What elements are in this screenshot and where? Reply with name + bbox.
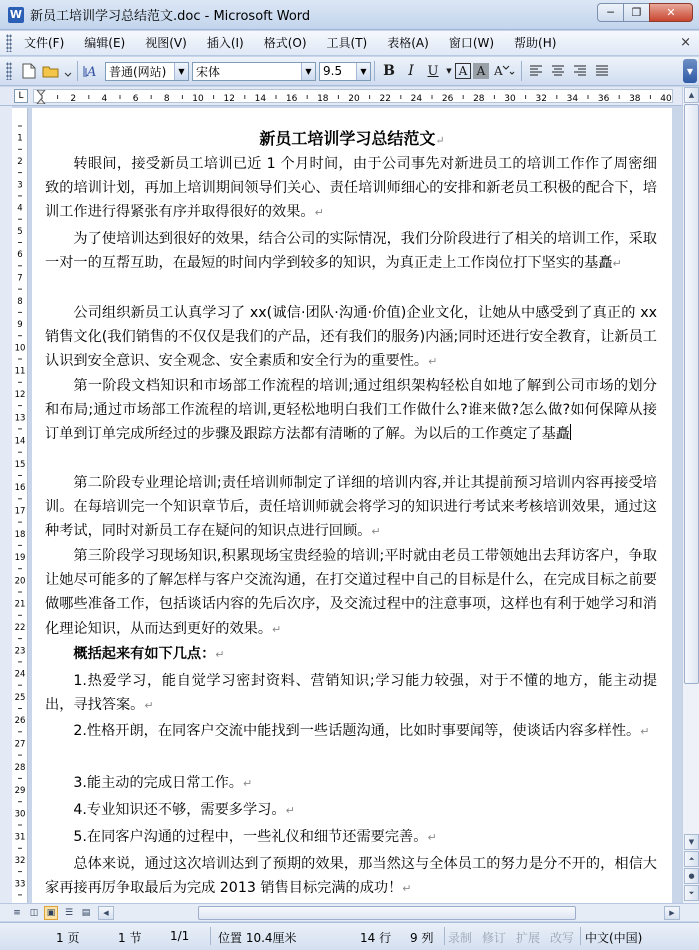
vertical-ruler-label: 19	[14, 553, 26, 564]
ruler-label: 18	[317, 94, 329, 104]
ruler-label: 40	[660, 94, 672, 104]
vertical-ruler-label: 33	[14, 879, 26, 890]
paragraph-text: 第一阶段文档知识和市场部工作流程的培训;通过组织架构轻松自如地了解到公司市场的划分和布局;通过市场部工作流程的培训,更轻松地明白我们工作做什么?谁来做?怎么做?如何保障从接订单到订单完成所经过的步骤及跟踪方法都有清晰的了解。为以后的工作奠定了基矗	[45, 378, 657, 443]
ruler-label: 38	[629, 94, 641, 104]
toolbar-separator	[77, 61, 78, 81]
paragraph-text: 4.专业知识还不够，需要多学习。	[73, 802, 286, 818]
paragraph-mark-icon: ↵	[215, 648, 225, 661]
status-divider	[444, 927, 445, 945]
print-layout-view-icon[interactable]: ▣	[44, 906, 58, 920]
toolbar-options-icon[interactable]: ▼	[683, 59, 697, 83]
document-title-text: 新员工培训学习总结范文	[259, 129, 436, 148]
toolbar-overflow-icon[interactable]	[63, 61, 73, 81]
paragraph-text: 第三阶段学习现场知识,积累现场宝贵经验的培训;平时就由老员工带领她出去拜访客户，争取让她尽可能多的了解怎样与客户交流沟通，在打交道过程中自己的目标是什么，在完成目标之前要做哪些准备工作，包括谈话内容的先后次序，及交流过程中的注意事项，这样也有利于她学习和消化理论知识，从而达到更好的效果。	[45, 548, 657, 637]
text-cursor	[570, 424, 571, 440]
align-center-icon[interactable]	[548, 61, 568, 81]
paragraph-text: 总体来说，通过这次培训达到了预期的效果，那当然这与全体员工的努力是分不开的，相信大家再接再厉争取最后为完成 2013 销售目标完满的成功！	[45, 856, 657, 897]
vertical-ruler-label: 6	[17, 250, 23, 261]
character-shading-button[interactable]: A	[473, 63, 489, 79]
toolbar-separator	[521, 61, 522, 81]
paragraph-2[interactable]	[45, 227, 657, 276]
vertical-ruler-label: 22	[14, 622, 26, 633]
paragraph-5[interactable]	[45, 471, 657, 545]
menu-format[interactable]: 格式(O)	[263, 36, 307, 50]
status-position[interactable]: 位置 10.4厘米	[218, 931, 297, 945]
vertical-ruler-label: 18	[14, 529, 26, 540]
bold-button[interactable]: B	[383, 63, 395, 79]
window-title: 新员工培训学习总结范文.doc - Microsoft Word	[30, 9, 311, 24]
vertical-ruler-label: 23	[14, 646, 26, 657]
horizontal-scrollbar-row	[0, 903, 699, 921]
ruler-label: 32	[535, 94, 547, 104]
paragraph-4[interactable]	[45, 374, 657, 447]
new-document-icon[interactable]	[19, 61, 39, 81]
paragraph-text: 概括起来有如下几点：	[73, 646, 216, 662]
vertical-ruler-label: 32	[14, 855, 26, 866]
paragraph-text: 5.在同客户沟通的过程中，一些礼仪和细节还需要完善。	[73, 829, 428, 845]
character-scaling-icon[interactable]	[491, 61, 517, 81]
summary-heading[interactable]	[45, 642, 657, 667]
vertical-ruler-label: 11	[14, 366, 26, 377]
vertical-scroll-thumb[interactable]	[684, 104, 699, 684]
ruler-label: 36	[597, 94, 610, 104]
paragraph-mark-icon: ↵	[402, 882, 412, 896]
vertical-ruler-label: 3	[17, 180, 23, 191]
vertical-ruler-strip	[0, 106, 12, 903]
ruler-label: 34	[566, 94, 579, 104]
ruler-label: 4	[101, 94, 108, 104]
menubar-grip[interactable]	[6, 34, 12, 52]
point-5[interactable]	[45, 825, 657, 850]
document-title	[32, 126, 672, 149]
normal-view-icon[interactable]: ≡	[13, 908, 21, 918]
character-border-button[interactable]: A	[455, 63, 471, 79]
menu-bar	[0, 31, 699, 56]
paragraph-3[interactable]	[45, 301, 657, 375]
status-divider	[210, 927, 211, 945]
status-section[interactable]: 1 节	[118, 931, 142, 945]
chevron-down-icon[interactable]: ▼	[301, 63, 315, 80]
toolbar-grip[interactable]	[6, 62, 12, 80]
vertical-ruler-label: 2	[17, 156, 23, 167]
paragraph-mark-icon: ↵	[285, 804, 295, 817]
font-value: 宋体	[196, 64, 221, 79]
reading-layout-view-icon[interactable]: ▤	[81, 908, 91, 918]
ruler-ticks	[34, 90, 674, 104]
close-document-icon[interactable]: ×	[680, 35, 691, 50]
menu-view[interactable]: 视图(V)	[145, 36, 187, 50]
vertical-ruler-label: 30	[14, 809, 26, 820]
underline-button[interactable]: U	[427, 63, 439, 79]
menu-table[interactable]: 表格(A)	[387, 36, 429, 50]
open-folder-icon[interactable]	[41, 61, 61, 81]
paragraph-mark-icon: ↵	[272, 622, 282, 636]
ruler-label: 12	[223, 94, 235, 104]
point-1[interactable]	[45, 669, 657, 718]
paragraph-mark-icon: ↵	[612, 257, 622, 271]
ruler-label: 10	[192, 94, 204, 104]
vertical-ruler-label: 14	[14, 436, 26, 447]
next-page-icon[interactable]: ⏷	[684, 885, 699, 901]
vertical-ruler-label: 28	[14, 762, 26, 773]
paragraph-text: 第二阶段专业理论培训;责任培训师制定了详细的培训内容,并让其提前预习培训内容再接受培训。在每培训完一个知识章节后，责任培训师就会将学习的知识进行考试来考核培训效果，通过这种考试，同时对新员工存在疑问的知识点进行回顾。	[45, 475, 657, 540]
word-app-icon[interactable]: W	[9, 8, 23, 21]
style-value: 普通(网站)	[109, 64, 167, 79]
paragraph-mark-icon: ↵	[428, 355, 438, 369]
paragraph-mark-icon: ↵	[435, 134, 445, 147]
scroll-right-icon[interactable]: ▶	[664, 906, 680, 920]
ruler-label: 8	[163, 94, 170, 104]
scroll-up-icon[interactable]: ▲	[684, 87, 699, 103]
vertical-ruler-label: 13	[14, 413, 26, 424]
ruler-label: 14	[254, 94, 267, 104]
paragraph-text: 3.能主动的完成日常工作。	[73, 775, 243, 791]
status-extend[interactable]: 扩展	[516, 931, 541, 945]
vertical-ruler-label: 29	[14, 786, 26, 797]
formatting-toolbar	[0, 57, 699, 86]
horizontal-scroll-thumb[interactable]	[198, 906, 576, 920]
close-button[interactable]: ✕	[649, 3, 693, 22]
ruler-label: 24	[410, 94, 423, 104]
ruler-label: 28	[473, 94, 485, 104]
style-dropdown[interactable]	[105, 62, 189, 81]
paragraph-text: 为了使培训达到很好的效果，结合公司的实际情况，我们分阶段进行了相关的培训工作，采取一对一的互帮互助，在最短的时间内学到较多的知识，为真正走上工作岗位打下坚实的基矗	[45, 231, 657, 272]
ruler-label: 6	[132, 94, 139, 104]
outline-view-icon[interactable]: ☰	[64, 908, 74, 918]
justify-icon[interactable]	[592, 61, 612, 81]
paragraph-text: 公司组织新员工认真学习了 xx(诚信·团队·沟通·价值)企业文化，让她从中感受到了真正的 xx 销售文化(我们销售的不仅仅是我们的产品，还有我们的服务)内涵;同时还进行安全教育，让新员工认识到安全意识、安全观念、安全素质和安全行为的重要性。	[45, 305, 657, 370]
toolbar-separator	[374, 61, 375, 81]
restore-button[interactable]: ❐	[623, 3, 650, 22]
chevron-down-icon[interactable]: ▼	[356, 63, 370, 80]
vertical-ruler-label: 4	[17, 203, 23, 214]
ruler-label: 2	[70, 94, 77, 104]
paragraph-1[interactable]	[45, 152, 657, 226]
vertical-ruler-label: 7	[17, 273, 23, 284]
paragraph-text: 转眼间，接受新员工培训已近 1 个月时间，由于公司事先对新进员工的培训工作作了周密细致的培训计划，再加上培训期间领导们关心、责任培训师细心的安排和新老员工积极的配合下，培训工作进行得紧张有序并取得很好的效果。	[45, 156, 657, 221]
menu-help[interactable]: 帮助(H)	[514, 36, 557, 50]
point-2[interactable]	[45, 719, 657, 744]
ruler-label: 16	[285, 94, 298, 104]
point-4[interactable]	[45, 798, 657, 823]
ruler-label: 26	[441, 94, 454, 104]
vertical-ruler-label: 27	[14, 739, 26, 750]
horizontal-ruler-bar	[0, 87, 699, 106]
vertical-ruler-label: 15	[14, 459, 26, 470]
svg-text:A: A	[87, 65, 97, 79]
status-bar	[0, 922, 699, 950]
vertical-ruler-label: 26	[14, 716, 26, 727]
vertical-ruler-label: 24	[14, 669, 26, 680]
status-column[interactable]: 9 列	[410, 931, 434, 945]
vertical-ruler-label: 20	[14, 576, 26, 587]
paragraph-mark-icon: ↵	[371, 525, 381, 539]
menu-edit[interactable]: 编辑(E)	[84, 36, 126, 50]
menu-window[interactable]: 窗口(W)	[448, 36, 495, 50]
point-3[interactable]	[45, 771, 657, 796]
font-size-dropdown[interactable]	[319, 62, 371, 81]
vertical-ruler-label: 8	[17, 296, 23, 307]
status-overtype[interactable]: 改写	[550, 931, 575, 945]
vertical-ruler[interactable]	[12, 108, 28, 903]
vertical-ruler-label: 12	[14, 389, 26, 400]
web-layout-view-icon[interactable]: ◫	[29, 908, 39, 918]
paragraph-mark-icon: ↵	[640, 725, 650, 738]
paragraph-mark-icon: ↵	[243, 777, 253, 790]
vertical-ruler-label: 25	[14, 692, 26, 703]
menu-file[interactable]: 文件(F)	[24, 36, 65, 50]
paragraph-6[interactable]	[45, 544, 657, 642]
svg-text:A: A	[494, 64, 503, 78]
italic-button[interactable]: I	[408, 63, 414, 79]
menu-insert[interactable]: 插入(I)	[206, 36, 244, 50]
indent-marker-icon[interactable]	[37, 90, 45, 104]
vertical-ruler-label: 21	[14, 599, 26, 610]
title-bar	[0, 0, 699, 30]
vertical-ruler-label: 16	[14, 483, 26, 494]
status-language[interactable]: 中文(中国)	[585, 931, 643, 945]
select-browse-object-icon[interactable]: ●	[684, 868, 699, 884]
menu-tools[interactable]: 工具(T)	[326, 36, 368, 50]
font-dropdown[interactable]	[192, 62, 316, 81]
vertical-ruler-label: 31	[14, 832, 26, 843]
status-record[interactable]: 录制	[448, 931, 473, 945]
ruler-label: 30	[504, 94, 516, 104]
scroll-left-icon[interactable]: ◀	[98, 906, 114, 920]
paragraph-mark-icon: ↵	[144, 699, 154, 713]
vertical-ruler-label: 9	[17, 320, 23, 331]
window-controls	[598, 3, 693, 22]
previous-page-icon[interactable]: ⏶	[684, 851, 699, 867]
vertical-ruler-label: 10	[14, 343, 26, 354]
paragraph-text: 1.热爱学习，能自觉学习密封资料、营销知识;学习能力较强，对于不懂的地方，能主动提出，寻找答案。	[45, 673, 657, 714]
tab-selector-icon[interactable]: L	[14, 89, 28, 103]
status-divider	[580, 927, 581, 945]
status-page-of[interactable]: 1/1	[170, 929, 190, 943]
underline-options-icon[interactable]: ▼	[446, 67, 452, 75]
styles-pane-icon[interactable]	[82, 61, 104, 81]
align-left-icon[interactable]	[526, 61, 546, 81]
status-track-changes[interactable]: 修订	[482, 931, 507, 945]
vertical-ruler-ticks	[12, 108, 28, 903]
vertical-ruler-label: 17	[14, 506, 26, 517]
minimize-button[interactable]: ─	[597, 3, 624, 22]
vertical-scrollbar[interactable]	[682, 87, 699, 903]
paragraph-mark-icon: ↵	[314, 206, 324, 220]
chevron-down-icon[interactable]: ▼	[174, 63, 188, 80]
vertical-ruler-label: 1	[17, 133, 23, 144]
paragraph-mark-icon: ↵	[427, 831, 437, 844]
align-right-icon[interactable]	[570, 61, 590, 81]
font-size-value: 9.5	[323, 64, 343, 78]
vertical-ruler-label: 5	[17, 226, 23, 237]
horizontal-ruler[interactable]	[33, 89, 673, 103]
scroll-down-icon[interactable]: ▼	[684, 834, 699, 850]
conclusion-paragraph[interactable]	[45, 852, 657, 901]
paragraph-text: 2.性格开朗，在同客户交流中能找到一些话题沟通，比如时事要闻等，使谈话内容多样性。	[73, 723, 641, 739]
status-page[interactable]: 1 页	[56, 931, 80, 945]
document-page[interactable]	[32, 108, 672, 903]
ruler-label: 20	[348, 94, 360, 104]
ruler-label: 22	[379, 94, 391, 104]
status-line[interactable]: 14 行	[360, 931, 392, 945]
